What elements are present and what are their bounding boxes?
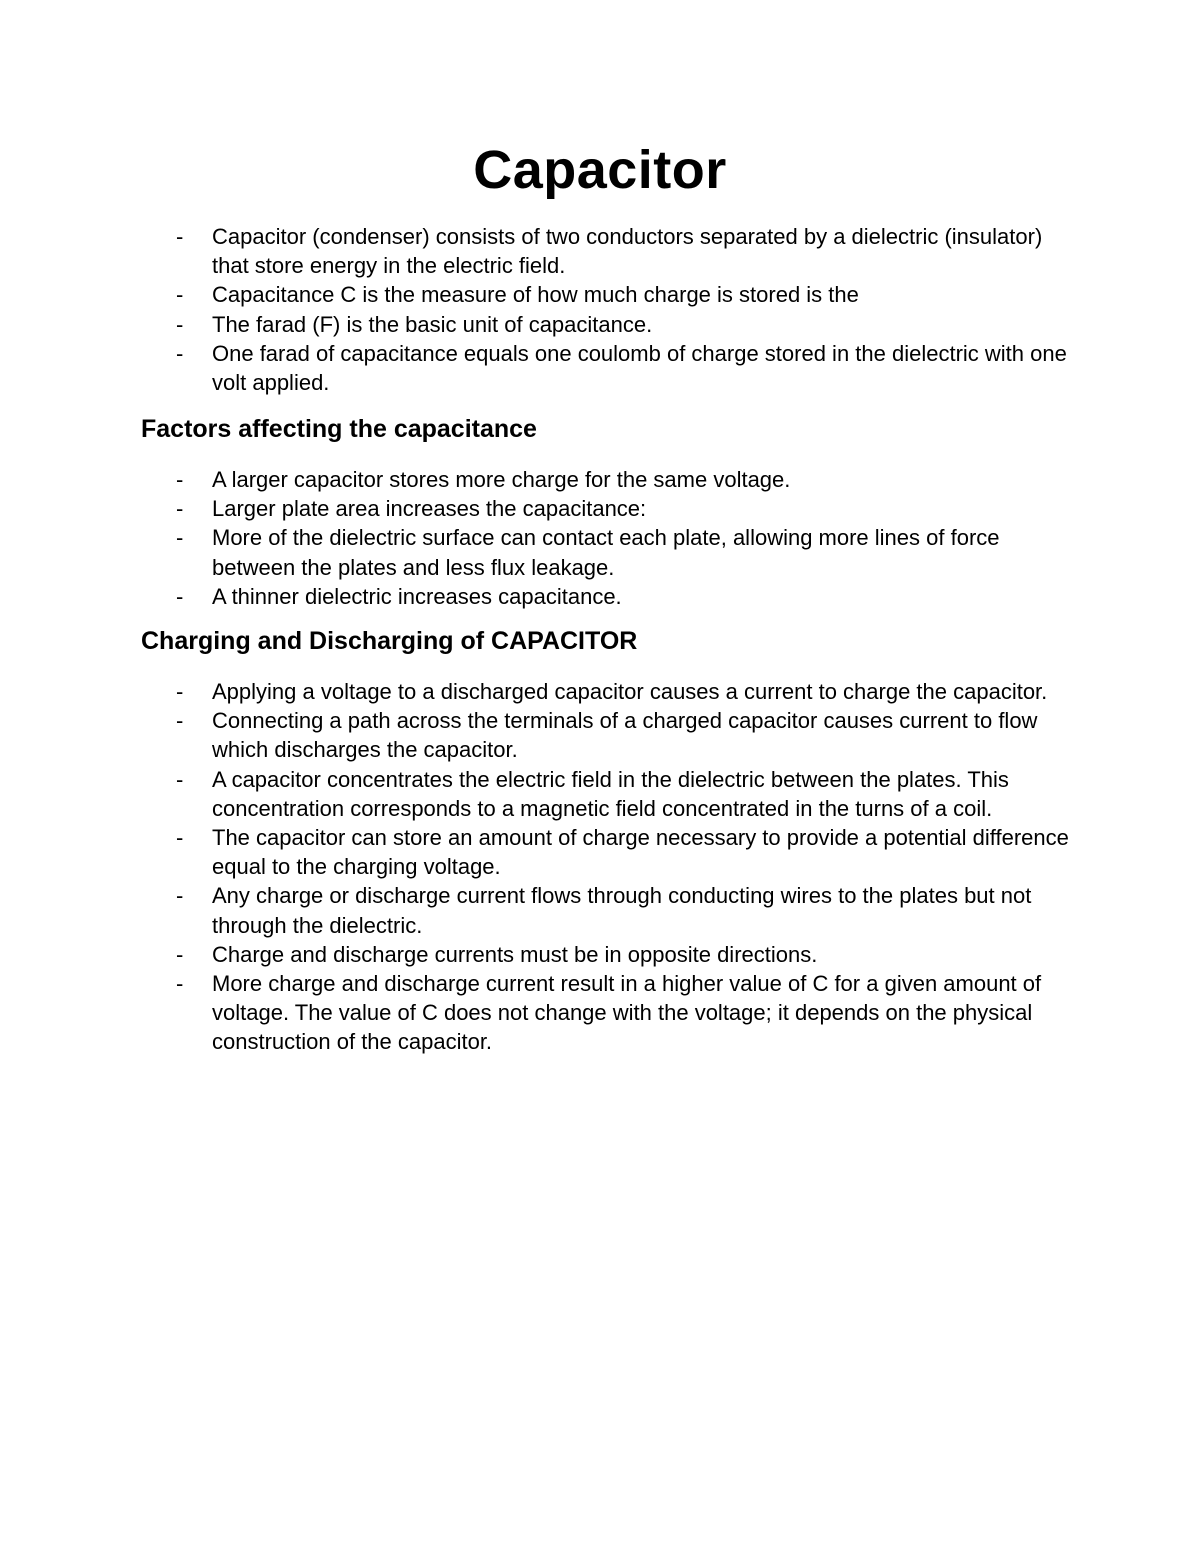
bullet-dash: - <box>176 941 184 967</box>
list-item <box>0 969 1072 1057</box>
list-item-text: One farad of capacitance equals one coulomb of charge stored in the dielectric with one volt applied. <box>212 340 1067 396</box>
bullet-dash: - <box>176 282 184 308</box>
list-item-text: Connecting a path across the terminals of a charged capacitor causes current to flow which discharges the capacitor. <box>212 708 1038 763</box>
factors-bullet-list <box>0 465 1200 611</box>
bullet-dash: - <box>176 311 184 337</box>
bullet-dash: - <box>176 971 184 997</box>
bullet-dash: - <box>176 525 184 551</box>
section-heading-factors: Factors affecting the capacitance <box>141 415 537 443</box>
bullet-dash: - <box>176 224 184 249</box>
charging-bullet-list <box>0 677 1200 1057</box>
list-item <box>0 465 1072 494</box>
list-item <box>0 222 1072 280</box>
bullet-dash: - <box>176 340 184 366</box>
list-item <box>0 339 1072 397</box>
list-item-text: Capacitance C is the measure of how much charge is stored is the <box>212 282 859 308</box>
list-item-text: Any charge or discharge current flows through conducting wires to the plates but not through the dielectric. <box>212 883 1032 938</box>
list-item-text: A larger capacitor stores more charge for the same voltage. <box>212 467 791 492</box>
list-item-text: The farad (F) is the basic unit of capacitance. <box>212 311 653 337</box>
list-item <box>0 523 1072 581</box>
list-item-text: Capacitor (condenser) consists of two conductors separated by a dielectric (insulator) that store energy in the electric field. <box>212 224 1043 279</box>
list-item-text: A capacitor concentrates the electric field in the dielectric between the plates. This concentration corresponds to a magnetic field concentrated in the turns of a coil. <box>212 766 1009 821</box>
intro-bullet-list <box>0 222 1200 397</box>
list-item <box>0 280 1072 309</box>
list-item <box>0 582 1072 611</box>
list-item <box>0 310 1072 339</box>
list-item-text: The capacitor can store an amount of charge necessary to provide a potential difference equal to the charging voltage. <box>212 825 1069 880</box>
list-item-text: More of the dielectric surface can contact each plate, allowing more lines of force between the plates and less flux leakage. <box>212 525 1000 580</box>
list-item-text: Larger plate area increases the capacitance: <box>212 496 647 522</box>
list-item <box>0 494 1072 523</box>
list-item <box>0 940 1072 969</box>
bullet-dash: - <box>176 467 184 492</box>
bullet-dash: - <box>176 708 184 734</box>
bullet-dash: - <box>176 679 184 704</box>
list-item <box>0 677 1072 706</box>
bullet-dash: - <box>176 583 184 609</box>
list-item <box>0 765 1072 823</box>
list-item-text: Charge and discharge currents must be in opposite directions. <box>212 941 818 967</box>
list-item <box>0 823 1072 881</box>
list-item-text: More charge and discharge current result in a higher value of C for a given amount of voltage. The value of C does not change with the voltage; it depends on the physical construction of the capacitor. <box>212 971 1042 1055</box>
document-title: Capacitor <box>473 140 727 200</box>
list-item-text: Applying a voltage to a discharged capacitor causes a current to charge the capacitor. <box>212 679 1048 704</box>
list-item-text: A thinner dielectric increases capacitance. <box>212 583 622 609</box>
list-item <box>0 706 1072 764</box>
bullet-dash: - <box>176 766 184 792</box>
bullet-dash: - <box>176 883 184 909</box>
list-item <box>0 881 1072 939</box>
section-heading-charging: Charging and Discharging of CAPACITOR <box>141 627 638 655</box>
bullet-dash: - <box>176 496 184 522</box>
bullet-dash: - <box>176 825 184 851</box>
